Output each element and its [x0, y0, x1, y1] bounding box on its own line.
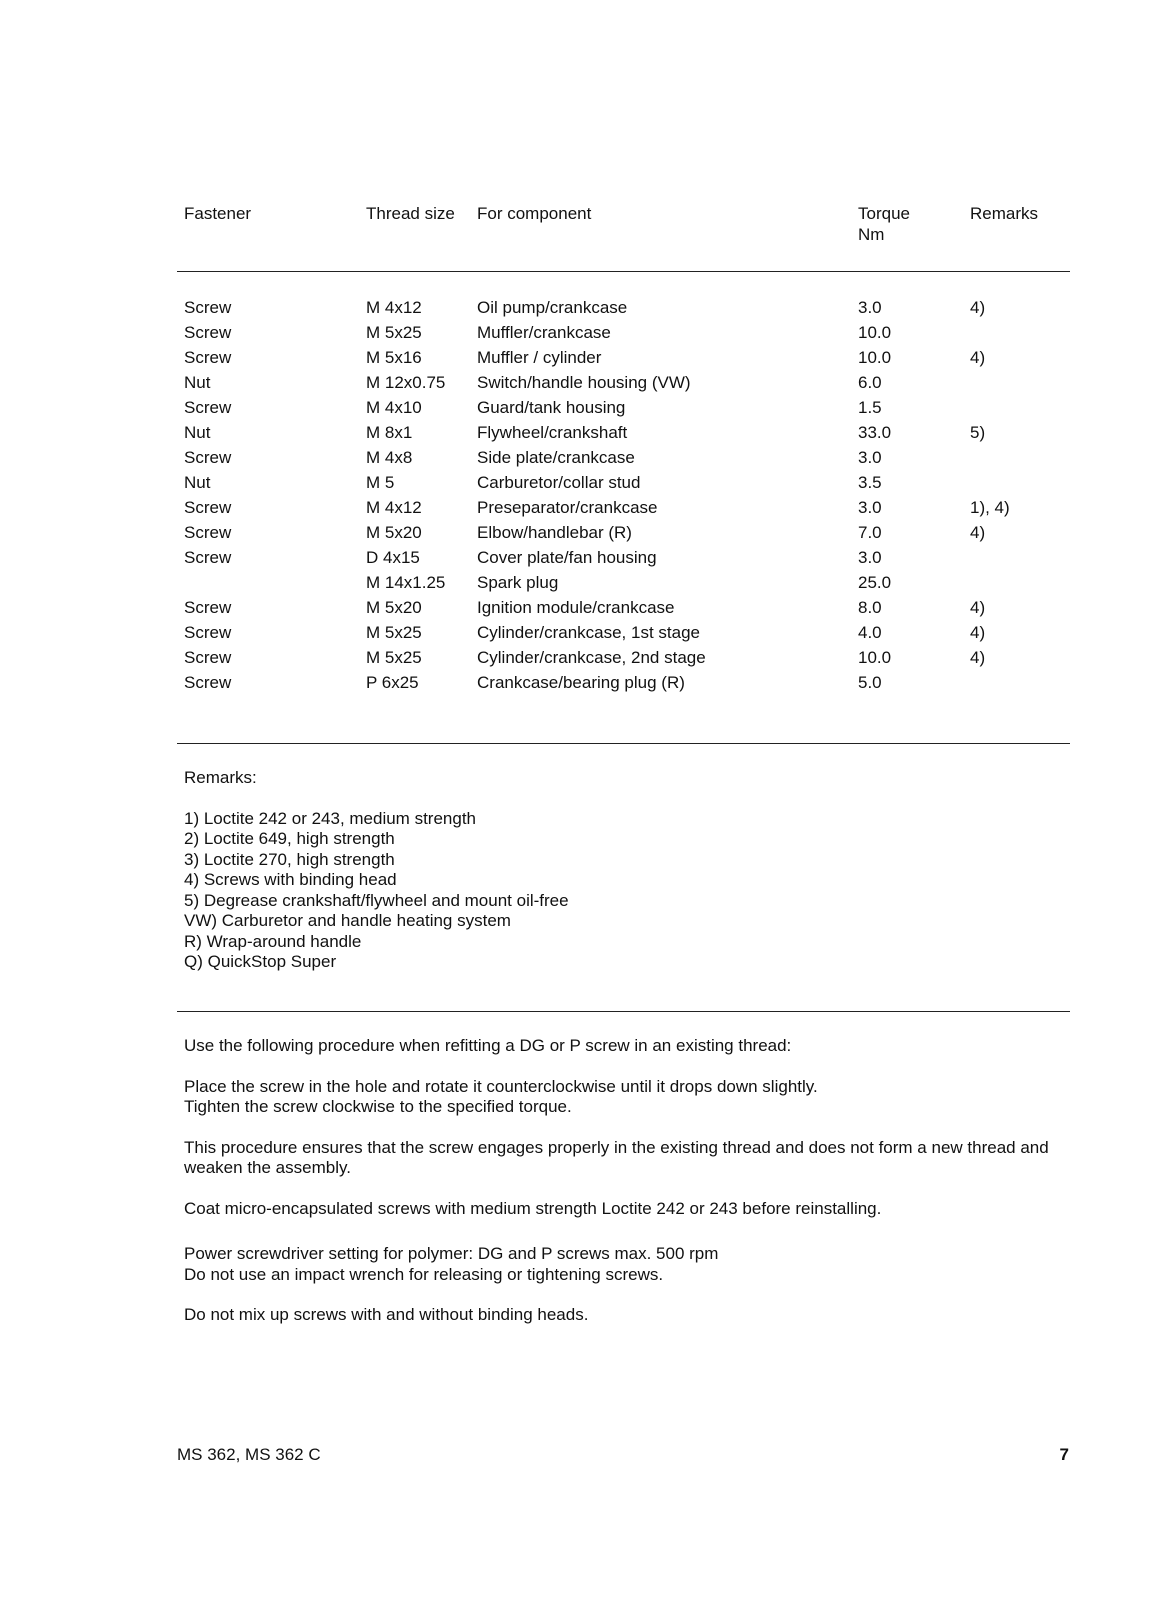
table-row — [0, 647, 1160, 672]
remark-item: 5) Degrease crankshaft/flywheel and mount oil-free — [184, 890, 569, 910]
cell-torque: 10.0 — [858, 323, 892, 342]
remarks-title: Remarks: — [184, 768, 257, 787]
cell-fastener: Screw — [184, 498, 232, 517]
remark-item: VW) Carburetor and handle heating system — [184, 911, 511, 930]
cell-component: Muffler/crankcase — [477, 323, 611, 342]
cell-remarks: 4) — [970, 648, 986, 667]
cell-thread-size: M 14x1.25 — [366, 573, 446, 592]
cell-fastener: Screw — [184, 673, 232, 692]
remarks-section — [184, 768, 1064, 973]
cell-remarks: 1), 4) — [970, 498, 1010, 517]
procedure-intro: Use the following procedure when refitting a DG or P screw in an existing thread: — [184, 1036, 792, 1055]
header-component: For component — [477, 204, 592, 223]
cell-fastener: Screw — [184, 523, 232, 542]
header-torque — [858, 203, 910, 245]
cell-torque: 6.0 — [858, 373, 882, 392]
cell-thread-size: M 5x25 — [366, 323, 422, 342]
table-row — [0, 322, 1160, 347]
cell-component: Muffler / cylinder — [477, 348, 602, 367]
table-top-rule — [177, 271, 1070, 272]
cell-remarks: 4) — [970, 348, 986, 367]
table-body — [0, 297, 1160, 697]
cell-component: Elbow/handlebar (R) — [477, 523, 632, 542]
table-row — [0, 347, 1160, 372]
cell-torque: 3.0 — [858, 298, 882, 317]
remark-item: 3) Loctite 270, high strength — [184, 849, 395, 869]
cell-fastener: Screw — [184, 448, 232, 467]
cell-thread-size: M 5x20 — [366, 523, 422, 542]
cell-thread-size: M 5x25 — [366, 623, 422, 642]
page-number: 7 — [1059, 1445, 1069, 1464]
cell-fastener: Nut — [184, 373, 211, 392]
cell-fastener: Screw — [184, 348, 232, 367]
remark-item: R) Wrap-around handle — [184, 931, 362, 951]
cell-torque: 8.0 — [858, 598, 882, 617]
cell-fastener: Nut — [184, 423, 211, 442]
cell-thread-size: M 5x20 — [366, 598, 422, 617]
footer-model: MS 362, MS 362 C — [177, 1445, 321, 1464]
cell-thread-size: M 5x16 — [366, 348, 422, 367]
cell-thread-size: P 6x25 — [366, 673, 419, 692]
cell-fastener: Screw — [184, 548, 232, 567]
cell-component: Cover plate/fan housing — [477, 548, 657, 567]
table-row — [0, 372, 1160, 397]
procedure-note-2: Coat micro-encapsulated screws with medium strength Loctite 242 or 243 before reinstalling. — [184, 1198, 882, 1218]
cell-remarks: 4) — [970, 298, 986, 317]
remark-item: 4) Screws with binding head — [184, 870, 397, 889]
cell-torque: 3.0 — [858, 498, 882, 517]
remarks-bottom-rule — [177, 1011, 1070, 1012]
cell-component: Guard/tank housing — [477, 398, 626, 417]
cell-component: Switch/handle housing (VW) — [477, 373, 691, 392]
procedure-step-2: Tighten the screw clockwise to the specified torque. — [184, 1097, 572, 1116]
cell-torque: 3.0 — [858, 448, 882, 467]
cell-component: Oil pump/crankcase — [477, 298, 628, 317]
cell-fastener: Screw — [184, 398, 232, 417]
cell-thread-size: M 12x0.75 — [366, 373, 446, 392]
table-row — [0, 622, 1160, 647]
table-row — [0, 597, 1160, 622]
table-row — [0, 422, 1160, 447]
remark-item: 1) Loctite 242 or 243, medium strength — [184, 808, 476, 828]
impact-wrench-warning: Do not use an impact wrench for releasing or tightening screws. — [184, 1264, 664, 1284]
cell-thread-size: D 4x15 — [366, 548, 420, 567]
cell-torque: 25.0 — [858, 573, 892, 592]
cell-thread-size: M 8x1 — [366, 423, 413, 442]
table-row — [0, 522, 1160, 547]
cell-thread-size: M 4x12 — [366, 498, 422, 517]
header-torque-unit: Nm — [858, 225, 885, 244]
cell-component: Preseparator/crankcase — [477, 498, 658, 517]
header-torque-label: Torque — [858, 204, 910, 223]
table-row — [0, 672, 1160, 697]
header-remarks: Remarks — [970, 204, 1039, 223]
header-thread-size: Thread size — [366, 204, 455, 223]
table-header — [0, 203, 1160, 253]
procedure-note-1: This procedure ensures that the screw engages properly in the existing thread and does not form a new thread and weaken the assembly. — [184, 1137, 1049, 1177]
remark-item: 2) Loctite 649, high strength — [184, 829, 395, 848]
cell-thread-size: M 5 — [366, 473, 395, 492]
power-screwdriver-setting: Power screwdriver setting for polymer: DG and P screws max. 500 rpm — [184, 1244, 719, 1263]
cell-fastener: Screw — [184, 323, 232, 342]
table-row — [0, 297, 1160, 322]
remark-item: Q) QuickStop Super — [184, 952, 337, 971]
procedure-section — [184, 1036, 1064, 1326]
cell-component: Cylinder/crankcase, 1st stage — [477, 623, 700, 642]
cell-thread-size: M 4x12 — [366, 298, 422, 317]
cell-torque: 33.0 — [858, 423, 892, 442]
cell-component: Side plate/crankcase — [477, 448, 635, 467]
cell-remarks: 5) — [970, 423, 986, 442]
cell-component: Flywheel/crankshaft — [477, 423, 628, 442]
cell-component: Spark plug — [477, 573, 559, 592]
cell-component: Carburetor/collar stud — [477, 473, 641, 492]
cell-component: Crankcase/bearing plug (R) — [477, 673, 685, 692]
cell-torque: 3.0 — [858, 548, 882, 567]
cell-torque: 10.0 — [858, 648, 892, 667]
binding-heads-warning: Do not mix up screws with and without binding heads. — [184, 1305, 589, 1324]
cell-fastener: Screw — [184, 648, 232, 667]
table-row — [0, 397, 1160, 422]
cell-torque: 3.5 — [858, 473, 882, 492]
cell-fastener: Screw — [184, 598, 232, 617]
table-row — [0, 547, 1160, 572]
table-row — [0, 447, 1160, 472]
cell-component: Cylinder/crankcase, 2nd stage — [477, 648, 706, 667]
cell-remarks: 4) — [970, 523, 986, 542]
cell-thread-size: M 5x25 — [366, 648, 422, 667]
cell-remarks: 4) — [970, 623, 986, 642]
cell-torque: 1.5 — [858, 398, 882, 417]
table-bottom-rule — [177, 743, 1070, 744]
cell-torque: 10.0 — [858, 348, 892, 367]
cell-torque: 7.0 — [858, 523, 882, 542]
table-row — [0, 472, 1160, 497]
cell-remarks: 4) — [970, 598, 986, 617]
cell-torque: 5.0 — [858, 673, 882, 692]
cell-component: Ignition module/crankcase — [477, 598, 675, 617]
cell-fastener: Screw — [184, 623, 232, 642]
cell-torque: 4.0 — [858, 623, 882, 642]
table-row — [0, 572, 1160, 597]
cell-fastener: Screw — [184, 298, 232, 317]
cell-fastener: Nut — [184, 473, 211, 492]
header-fastener: Fastener — [184, 204, 252, 223]
cell-thread-size: M 4x8 — [366, 448, 413, 467]
procedure-step-1: Place the screw in the hole and rotate it counterclockwise until it drops down slightly. — [184, 1076, 818, 1096]
cell-thread-size: M 4x10 — [366, 398, 422, 417]
table-row — [0, 497, 1160, 522]
